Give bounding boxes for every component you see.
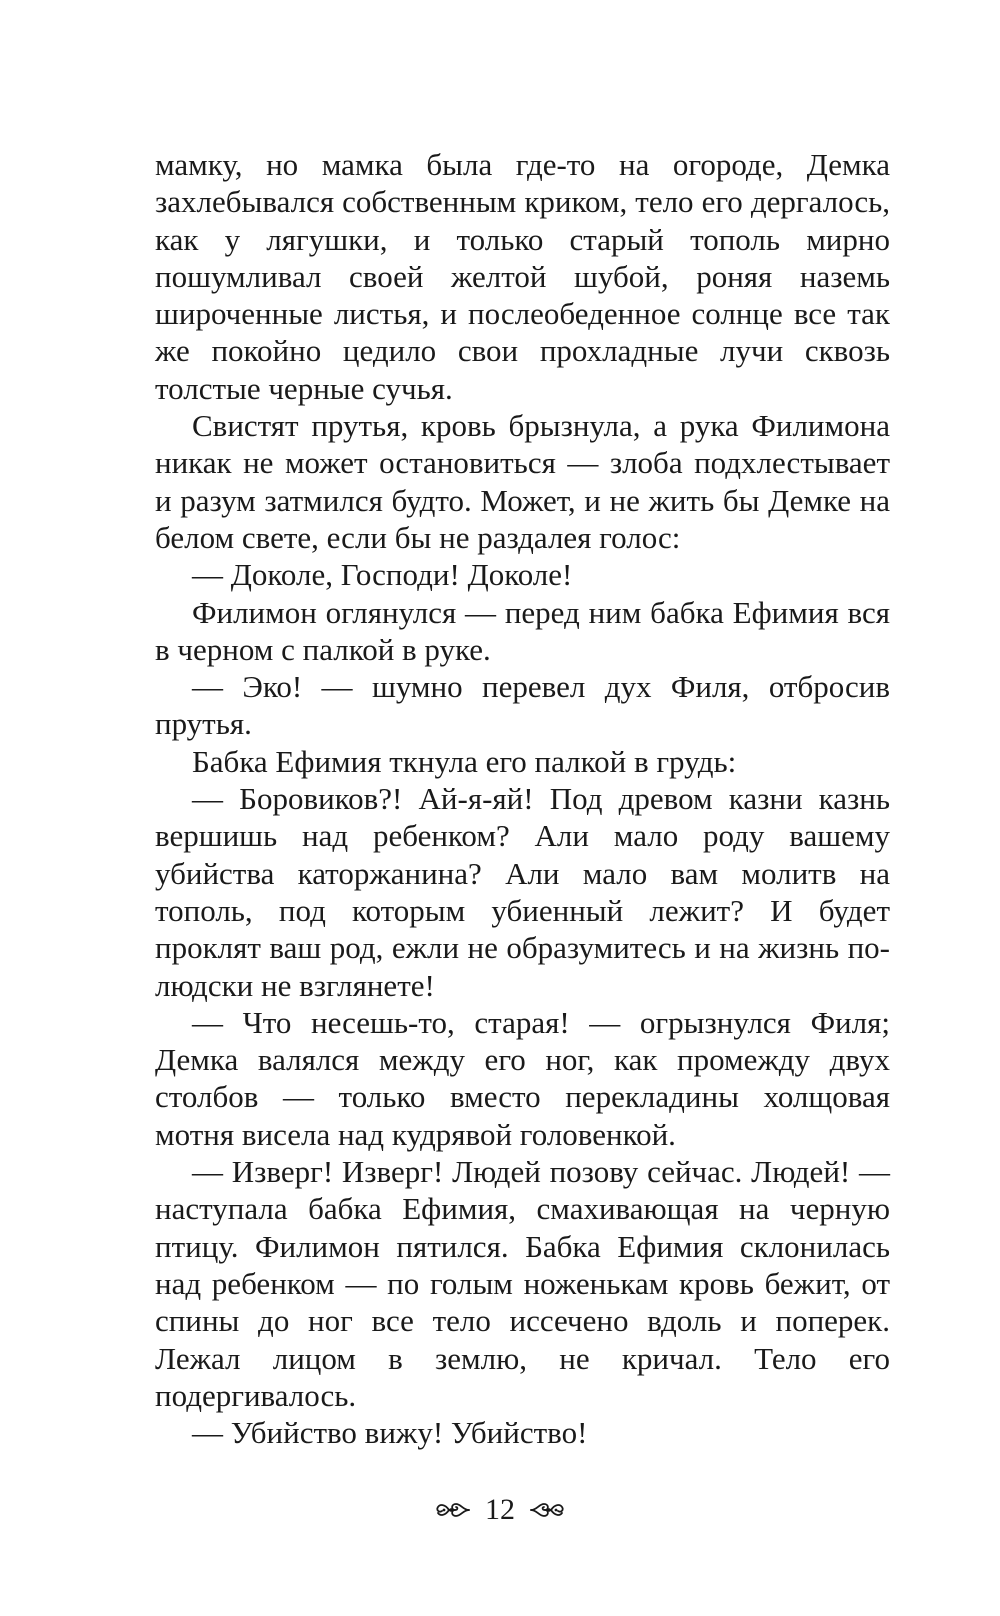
- paragraph-3: — Доколе, Господи! Доколе!: [192, 557, 573, 593]
- paragraph-5: — Эко! — шумно перевел дух Филя, отбросив прутья.: [155, 669, 890, 742]
- paragraph-10: — Убийство вижу! Убийство!: [192, 1415, 588, 1451]
- paragraph-2: Свистят прутья, кровь брызнула, а рука Филимона никак не может остановиться — злоба подхлестывает и разум затмился будто. Может, и не жить бы Демке на белом свете, если бы не раздалея голос:: [155, 408, 890, 555]
- paragraph-9: — Изверг! Изверг! Людей позову сейчас. Людей! — наступала бабка Ефимия, смахивающая на черную птицу. Филимон пятился. Бабка Ефимия склонилась над ребенком — по голым ноженькам кровь бежит, от спины до ног все тело иссечено вдоль и поперек. Лежал лицом в землю, не кричал. Тело его подергивалось.: [155, 1154, 890, 1413]
- paragraph-4: Филимон оглянулся — перед ним бабка Ефимия вся в черном с палкой в руке.: [155, 594, 890, 667]
- page-number: 12: [485, 1493, 515, 1526]
- body-text: [155, 146, 890, 1451]
- paragraph-1: мамку, но мамка была где-то на огороде, Демка захлебывался собственным криком, тело его дергалось, как у лягушки, и только старый тополь мирно пошумливал своей желтой шубой, роняя наземь широченные листья, и послеобеденное солнце все так же покойно цедило свои прохладные лучи сквозь толстые черные сучья.: [155, 147, 890, 406]
- flourish-ornament-icon: [435, 1498, 471, 1522]
- paragraph-6: Бабка Ефимия ткнула его палкой в грудь:: [192, 743, 737, 779]
- paragraph-7: — Боровиков?! Ай-я-яй! Под древом казни казнь вершишь над ребенком? Али мало роду вашему убийства каторжанина? Али мало вам молитв на тополь, под которым убиенный лежит? И будет проклят ваш род, ежли не образумитесь и на жизнь по-людски не взглянете!: [155, 781, 890, 1003]
- page-footer: [0, 1490, 1000, 1530]
- paragraph-8: — Что несешь-то, старая! — огрызнулся Филя; Демка валялся между его ног, как промежду двух столбов — только вместо перекладины холщовая мотня висела над кудрявой головенкой.: [155, 1004, 890, 1152]
- flourish-ornament-icon: [529, 1498, 565, 1522]
